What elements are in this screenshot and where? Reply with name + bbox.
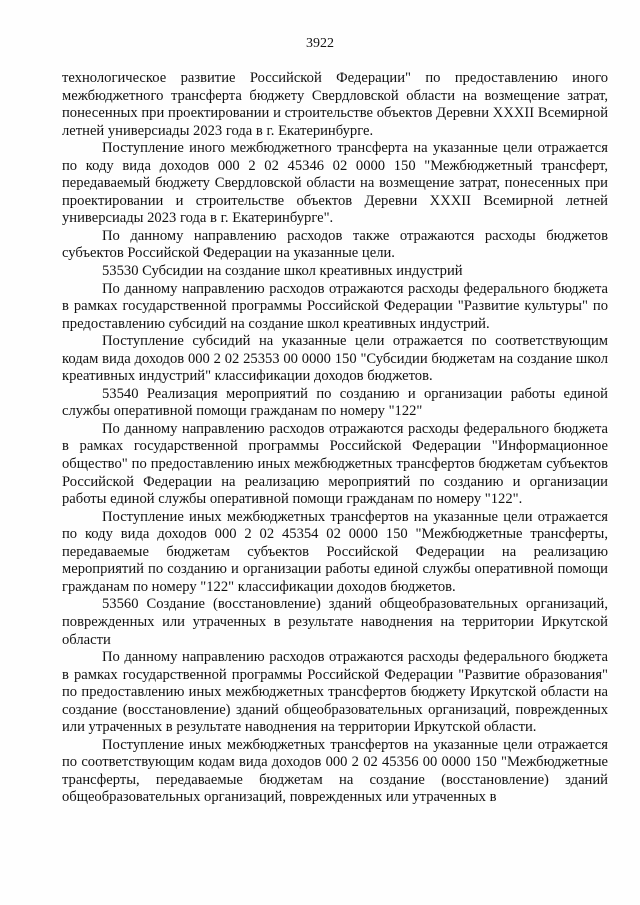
paragraph-5: По данному направлению расходов отражаются расходы федерального бюджета в рамках государственной программы Российской Федерации "Развитие культуры" по предоставлению субсидий на создание школ креативных индустрий. bbox=[62, 280, 608, 332]
paragraph-11: По данному направлению расходов отражаются расходы федерального бюджета в рамках государственной программы Российской Федерации "Развитие образования" по предоставлению иных межбюджетных трансфертов бюджету Иркутской области на создание (восстановление) зданий общеобразовательных организаций, поврежденных или утраченных в результате наводнения на территории Иркутской области. bbox=[62, 649, 608, 736]
paragraph-2: Поступление иного межбюджетного трансферта на указанные цели отражается по коду вида доходов 000 2 02 45346 02 0000 150 "Межбюджетный трансферт, передаваемый бюджету Свердловской области на возмещение затрат, понесенных при проектировании и строительстве объектов Деревни XXXII Всемирной летней универсиады 2023 года в г. Екатеринбурге". bbox=[62, 140, 608, 227]
section-heading-53560: 53560 Создание (восстановление) зданий общеобразовательных организаций, поврежденных или утраченных в результате наводнения на территории Иркутской области bbox=[62, 596, 608, 648]
paragraph-1: технологическое развитие Российской Федерации" по предоставлению иного межбюджетного трансферта бюджету Свердловской области на возмещение затрат, понесенных при проектировании и строительстве объектов Деревни XXXII Всемирной летней универсиады 2023 года в г. Екатеринбурге. bbox=[62, 70, 608, 139]
paragraph-8: По данному направлению расходов отражаются расходы федерального бюджета в рамках государственной программы Российской Федерации "Информационное общество" по предоставлению иных межбюджетных трансфертов бюджетам субъектов Российской Федерации на реализацию мероприятий по созданию и организации работы единой службы оперативной помощи гражданам по номеру "122". bbox=[62, 420, 608, 508]
paragraph-9: Поступление иных межбюджетных трансфертов на указанные цели отражается по коду вида доходов 000 2 02 45354 02 0000 150 "Межбюджетные трансферты, передаваемые бюджетам субъектов Российской Федерации на реализацию мероприятий по созданию и организации работы единой службы оперативной помощи гражданам по номеру "122" классификации доходов бюджетов. bbox=[62, 508, 608, 595]
section-heading-53540: 53540 Реализация мероприятий по созданию и организации работы единой службы оперативной помощи гражданам по номеру "122" bbox=[62, 385, 608, 420]
paragraph-3: По данному направлению расходов также отражаются расходы бюджетов субъектов Российской Федерации на указанные цели. bbox=[62, 227, 608, 262]
page-number: 3922 bbox=[306, 36, 334, 51]
section-heading-53530: 53530 Субсидии на создание школ креативных индустрий bbox=[102, 263, 463, 280]
paragraph-6: Поступление субсидий на указанные цели отражается по соответствующим кодам вида доходов 000 2 02 25353 00 0000 150 "Субсидии бюджетам на создание школ креативных индустрий" классификации доходов бюджетов. bbox=[62, 333, 608, 385]
document-body bbox=[62, 70, 608, 807]
paragraph-12: Поступление иных межбюджетных трансфертов на указанные цели отражается по соответствующим кодам вида доходов 000 2 02 45356 00 0000 150 "Межбюджетные трансферты, передаваемые бюджетам на создание (восстановление) зданий общеобразовательных организаций, поврежденных или утраченных в bbox=[62, 736, 608, 806]
